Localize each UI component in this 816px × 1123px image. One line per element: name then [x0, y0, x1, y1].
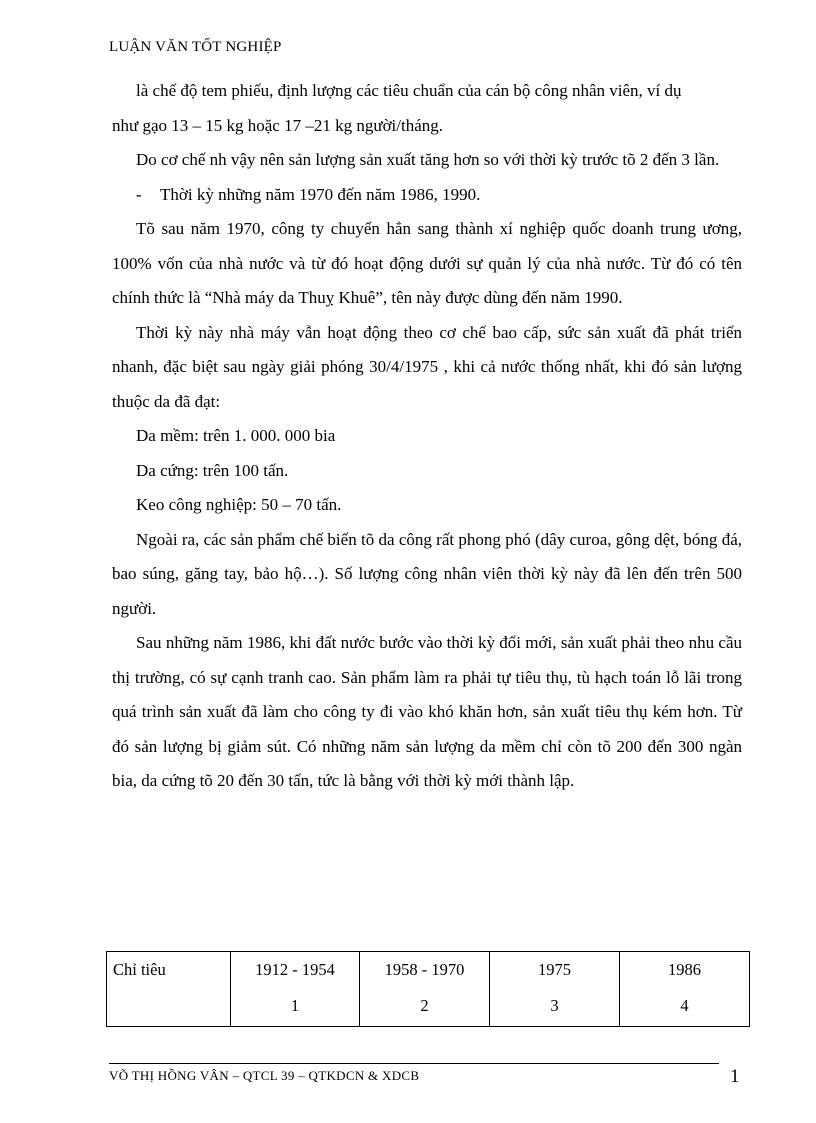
list-item: Keo công nghiệp: 50 – 70 tấn. [136, 495, 342, 514]
table-row [107, 952, 750, 1027]
cell-period: 1986 [667, 960, 701, 979]
paragraph: Ngoài ra, các sản phẩm chế biến tõ da công rất phong phó (dây curoa, gông dệt, bóng đá, bao súng, găng tay, bảo hộ…). Số lượng công nhân viên thời kỳ này đã lên đến trên 500 người. [112, 529, 742, 618]
cell-index: 3 [550, 996, 559, 1015]
table-cell [619, 952, 749, 1027]
bullet-text: Thời kỳ những năm 1970 đến năm 1986, 1990. [160, 184, 481, 204]
bullet-dash: - [136, 184, 142, 204]
bullet-item [112, 178, 742, 213]
paragraph-line: như gạo 13 – 15 kg hoặc 17 –21 kg người/tháng. [112, 115, 444, 135]
list-item: Da mềm: trên 1. 000. 000 bia [136, 426, 336, 445]
table-cell [230, 952, 359, 1027]
footer-divider [109, 1063, 719, 1064]
cell-label: Chỉ tiêu [113, 960, 166, 979]
data-table [106, 951, 750, 1027]
document-body [112, 74, 742, 799]
table-cell [107, 952, 231, 1027]
paragraph: Do cơ chế nh vậy nên sản lượng sản xuất tăng hơn so với thời kỳ trước tõ 2 đến 3 lần. [136, 150, 720, 169]
table-cell [359, 952, 489, 1027]
cell-index: 1 [290, 996, 300, 1015]
list-item: Da cứng: trên 100 tấn. [136, 460, 289, 480]
paragraph: Sau những năm 1986, khi đất nước bước vào thời kỳ đổi mới, sản xuất phải theo nhu cầu thị trường, có sự cạnh tranh cao. Sản phẩm làm ra phải tự tiêu thụ, tù hạch toán lỗ lãi trong quá trình sản xuất đã làm cho công ty đi vào khó khăn hơn, sản xuất tiêu thụ kém hơn. Từ đó sản lượng bị giảm sút. Có những năm sản lượng da mềm chỉ còn tõ 200 đến 300 ngàn bia, da cứng tõ 20 đến 30 tấn, tức là bằng với thời kỳ mới thành lập. [112, 633, 742, 790]
cell-period: 1958 - 1970 [384, 960, 465, 979]
page-header: LUẬN VĂN TỐT NGHIỆP [109, 39, 282, 55]
cell-index: 2 [420, 996, 429, 1015]
page-number: 1 [730, 1066, 740, 1087]
cell-period: 1975 [537, 960, 571, 979]
cell-period: 1912 - 1954 [255, 960, 335, 979]
cell-index: 4 [680, 996, 689, 1015]
footer-author: VÕ THỊ HỒNG VÂN – QTCL 39 – QTKDCN & XDCB [109, 1068, 420, 1083]
table-cell [489, 952, 619, 1027]
paragraph: Tõ sau năm 1970, công ty chuyển hẳn sang thành xí nghiệp quốc doanh trung ương, 100% vốn của nhà nước và từ đó hoạt động dưới sự quản lý của nhà nước. Từ đó có tên chính thức là “Nhà máy da Thuỵ Khuê”, tên này được dùng đến năm 1990. [112, 219, 742, 307]
paragraph-line: là chế độ tem phiếu, định lượng các tiêu chuẩn của cán bộ công nhân viên, ví dụ [136, 81, 682, 100]
paragraph: Thời kỳ này nhà máy vẫn hoạt động theo cơ chế bao cấp, sức sản xuất đã phát triển nhanh, đặc biệt sau ngày giải phóng 30/4/1975 , khi cả nước thống nhất, khi đó sản lượng thuộc da đã đạt: [112, 322, 742, 411]
